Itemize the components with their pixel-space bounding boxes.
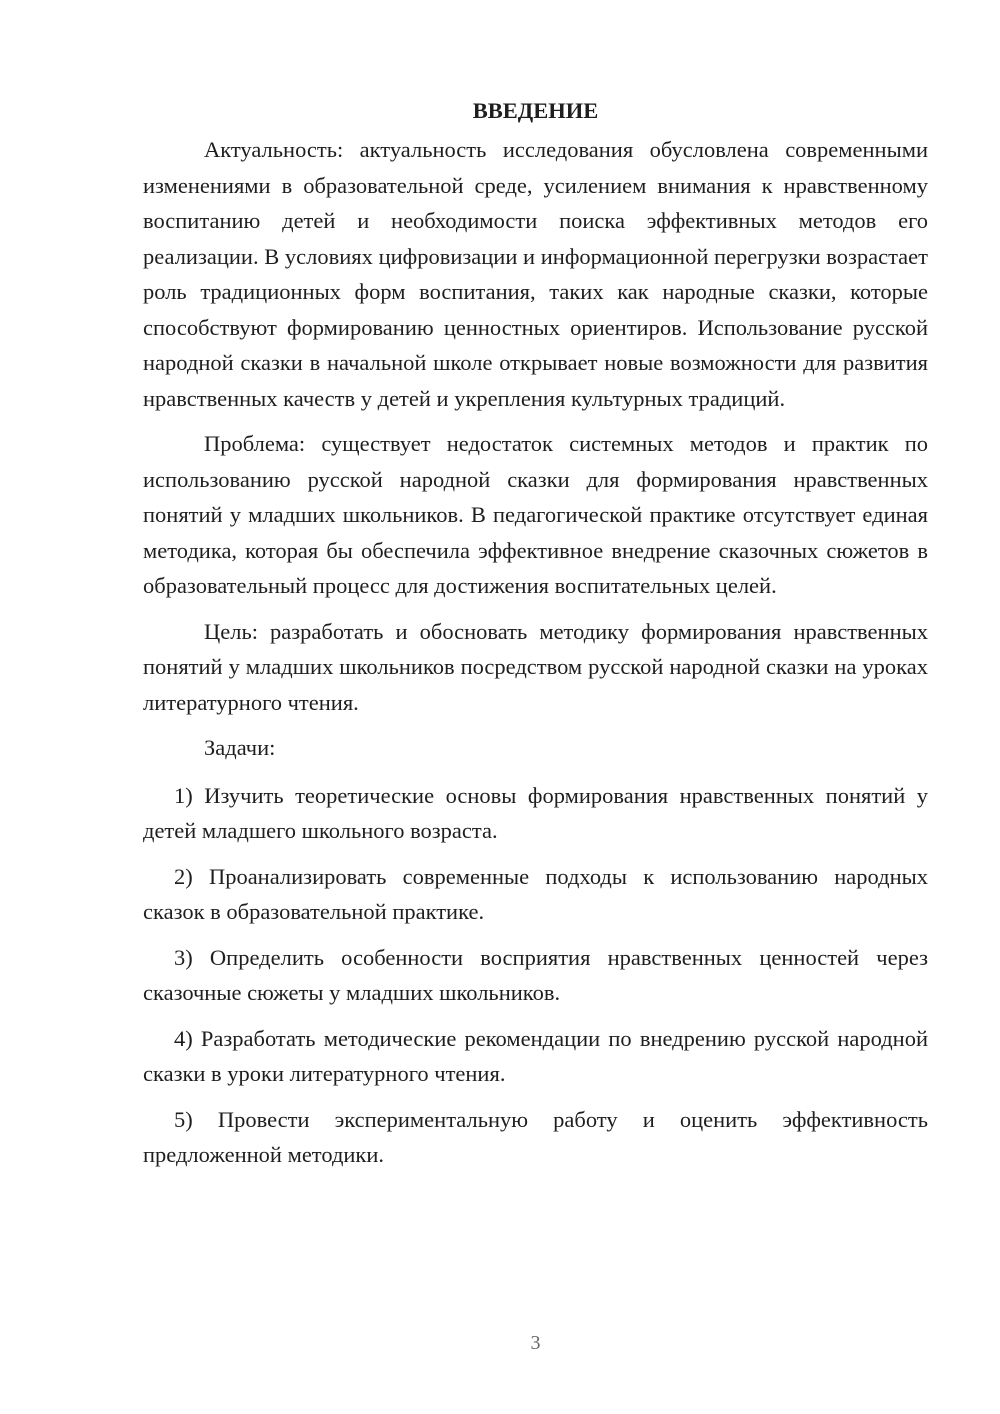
task-item-5: 5) Провести экспериментальную работу и оценить эффективность предложенной методики. — [143, 1106, 928, 1167]
page-number: 3 — [530, 1332, 541, 1354]
page-title: ВВЕДЕНИЕ — [472, 98, 599, 123]
document-body — [143, 96, 928, 1183]
task-item-4: 4) Разработать методические рекомендации по внедрению русской народной сказки в уроки литературного чтения. — [143, 1025, 928, 1086]
task-item-2: 2) Проанализировать современные подходы к использованию народных сказок в образовательной практике. — [143, 863, 928, 924]
paragraph-problem: Проблема: существует недостаток системных методов и практик по использованию русской народной сказки для формирования нравственных понятий у младших школьников. В педагогической практике отсутствует единая методика, которая бы обеспечила эффективное внедрение сказочных сюжетов в образовательный процесс для достижения воспитательных целей. — [143, 431, 928, 598]
task-item-1: 1) Изучить теоретические основы формирования нравственных понятий у детей младшего школьного возраста. — [143, 782, 928, 843]
tasks-heading: Задачи: — [204, 735, 276, 760]
task-item-3: 3) Определить особенности восприятия нравственных ценностей через сказочные сюжеты у младших школьников. — [143, 944, 928, 1005]
paragraph-relevance: Актуальность: актуальность исследования обусловлена современными изменениями в образовательной среде, усилением внимания к нравственному воспитанию детей и необходимости поиска эффективных методов его реализации. В условиях цифровизации и информационной перегрузки возрастает роль традиционных форм воспитания, таких как народные сказки, которые способствуют формированию ценностных ориентиров. Использование русской народной сказки в начальной школе открывает новые возможности для развития нравственных качеств у детей и укрепления культурных традиций. — [143, 137, 928, 411]
paragraph-goal: Цель: разработать и обосновать методику формирования нравственных понятий у младших школьников посредством русской народной сказки на уроках литературного чтения. — [143, 618, 928, 715]
